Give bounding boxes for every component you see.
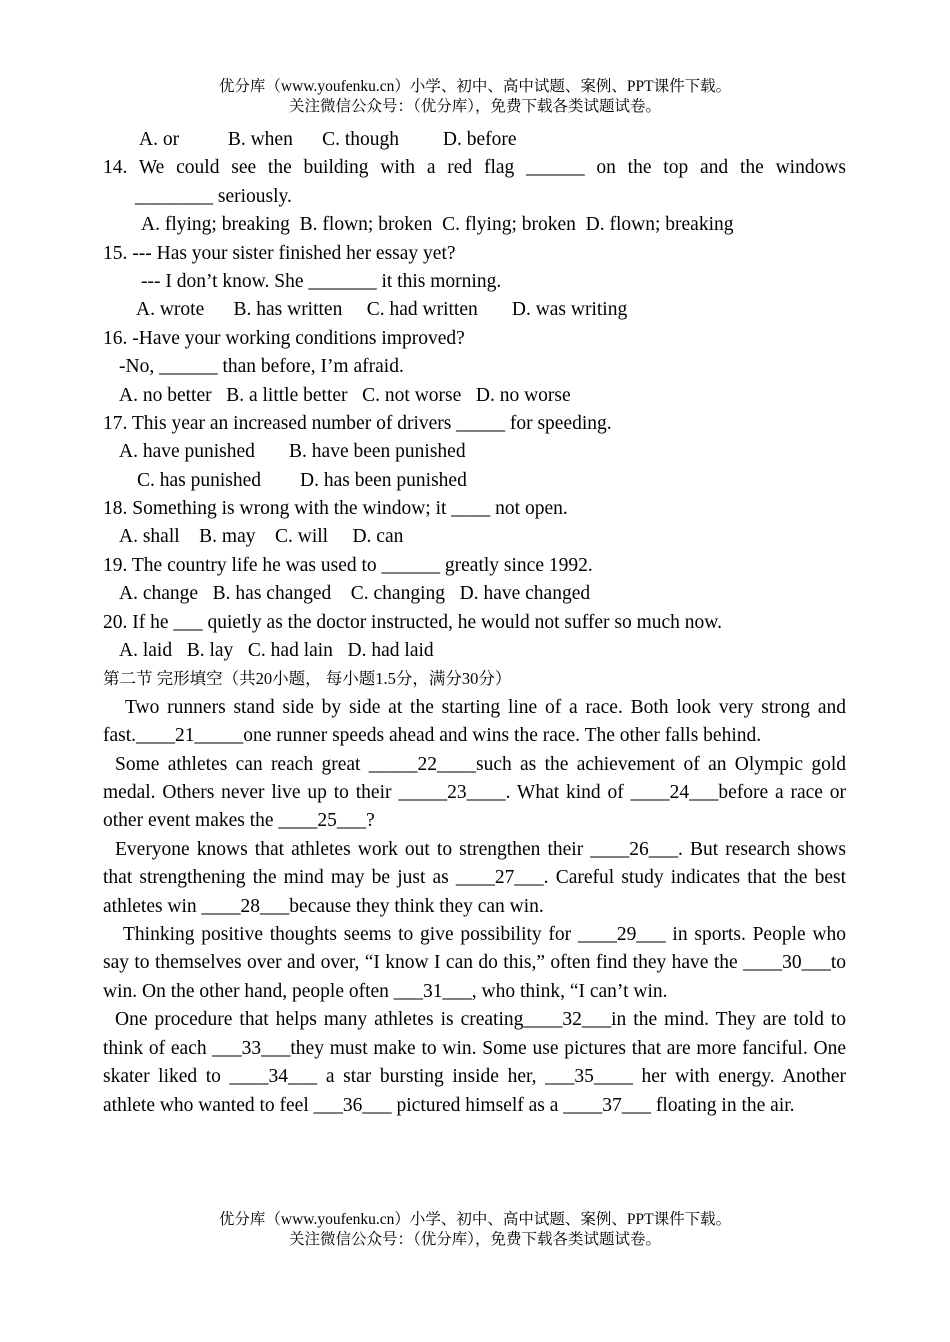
q17-options-2: C. has punished D. has been punished xyxy=(137,469,467,491)
passage-paragraph-4: Thinking positive thoughts seems to give possibility for ____29___ in sports. People who say to themselves over and over, “I know I can do this,” often find they have the ____30___to win. On the other hand, people often ___31___, who think, “I can’t win. xyxy=(103,924,846,1002)
passage-paragraph-1: Two runners stand side by side at the starting line of a race. Both look very strong and fast.____21_____one runner speeds ahead and wins the race. The other falls behind. xyxy=(103,696,846,747)
q17-options-1: A. have punished B. have been punished xyxy=(119,441,466,463)
header-line-2: 关注微信公众号：（优分库），免费下载各类试题试卷。 xyxy=(288,98,661,115)
footer-line-2: 关注微信公众号：（优分库），免费下载各类试题试卷。 xyxy=(288,1231,661,1248)
q19-stem: 19. The country life he was used to ______ greatly since 1992. xyxy=(103,554,593,576)
exam-content xyxy=(103,126,846,1120)
q14-stem-cont: ________ seriously. xyxy=(135,185,292,207)
q14-options: A. flying; breaking B. flown; broken C. flying; broken D. flown; breaking xyxy=(141,214,734,236)
passage-paragraph-2: Some athletes can reach great _____22____such as the achievement of an Olympic gold medal. Others never live up to their _____23____. What kind of ____24___before a race or other event makes the ____25___? xyxy=(103,753,846,832)
q18-options: A. shall B. may C. will D. can xyxy=(119,526,404,548)
q16-reply: -No, ______ than before, I’m afraid. xyxy=(119,356,404,378)
q17-stem: 17. This year an increased number of drivers _____ for speeding. xyxy=(103,412,612,434)
section-title: 第二节 完形填空（共20小题， 每小题1.5分，满分30分） xyxy=(103,669,512,689)
q16-options: A. no better B. a little better C. not worse D. no worse xyxy=(119,384,571,406)
q13-options: A. or B. when C. though D. before xyxy=(139,129,517,150)
page-footer xyxy=(0,1210,950,1250)
passage-paragraph-5: One procedure that helps many athletes is creating____32___in the mind. They are told to think of each ___33___they must make to win. Some use pictures that are more fanciful. One skater liked to ____34___ a star bursting inside her, ___35____ her with energy. Another athlete who wanted to feel ___36___ pictured himself as a ____37___ floating in the air. xyxy=(103,1009,846,1116)
q14-stem: 14. We could see the building with a red flag ______ on the top and the windows xyxy=(103,157,846,179)
page-header xyxy=(0,77,950,117)
q20-options: A. laid B. lay C. had lain D. had laid xyxy=(119,640,434,662)
q16-stem: 16. -Have your working conditions improved? xyxy=(103,327,465,349)
header-line-1: 优分库（www.youfenku.cn）小学、初中、高中试题、案例、PPT课件下载。 xyxy=(218,78,732,95)
q15-reply: --- I don’t know. She _______ it this morning. xyxy=(141,270,502,292)
q15-stem: 15. --- Has your sister finished her essay yet? xyxy=(103,242,456,264)
footer-line-1: 优分库（www.youfenku.cn）小学、初中、高中试题、案例、PPT课件下载。 xyxy=(218,1211,732,1228)
q18-stem: 18. Something is wrong with the window; it ____ not open. xyxy=(103,498,568,520)
q15-options: A. wrote B. has written C. had written D. was writing xyxy=(136,299,628,321)
q20-stem: 20. If he ___ quietly as the doctor instructed, he would not suffer so much now. xyxy=(103,611,723,633)
q19-options: A. change B. has changed C. changing D. have changed xyxy=(119,583,591,605)
passage-paragraph-3: Everyone knows that athletes work out to strengthen their ____26___. But research shows that strengthening the mind may be just as ____27___. Careful study indicates that the best athletes win ____28___because they think they can win. xyxy=(103,838,846,917)
